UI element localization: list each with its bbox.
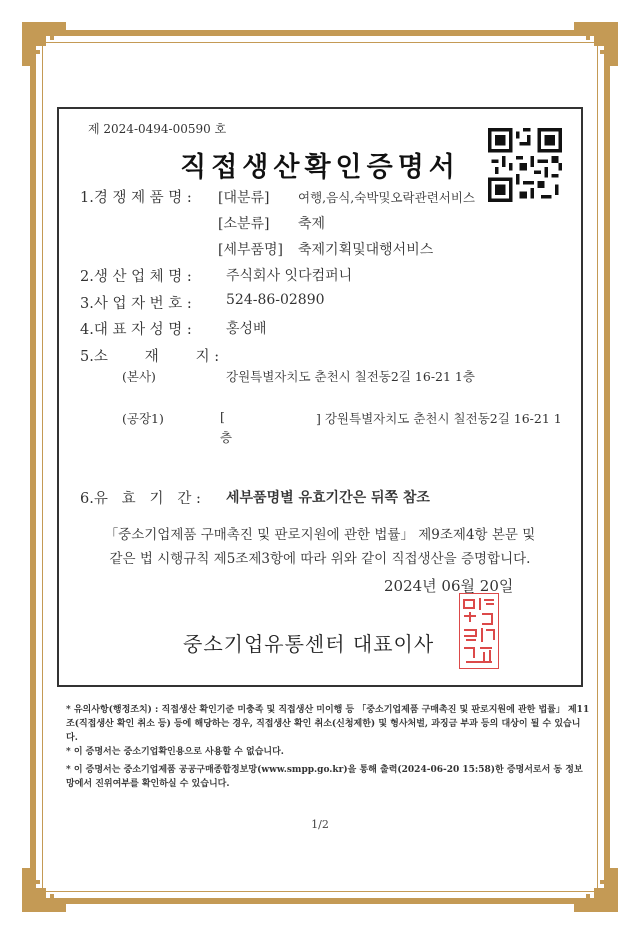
document-number: 제 2024-0494-00590 호 bbox=[88, 122, 227, 136]
bizno-label: 3.사 업 자 번 호 : bbox=[80, 296, 192, 312]
corner-ornament-icon bbox=[574, 22, 618, 66]
corner-ornament-icon bbox=[22, 22, 66, 66]
location-label: 5.소 재 지 : bbox=[80, 349, 220, 365]
detail-category-value: 축제기획및대행서비스 bbox=[298, 242, 434, 258]
ceo-value: 홍성배 bbox=[226, 321, 267, 337]
hq-address: 강원특별자치도 춘천시 칠전동2길 16-21 1층 bbox=[226, 369, 475, 384]
bizno-value: 524-86-02890 bbox=[226, 292, 325, 308]
seal-pattern-icon bbox=[460, 594, 497, 667]
factory-address: ] 강원특별자치도 춘천시 칠전동2길 16-21 1 bbox=[316, 411, 562, 426]
note-legal-warning: * 유의사항(행정조치) : 직접생산 확인기준 미충족 및 직접생산 미이행 등 「중소기업제품 구매촉진 및 판로지원에 관한 법률」 제11조(직접생산 확인 취소 등) 등에 해당하는 경우, 직접생산 확인 취소(신청제한) 및 형사처벌, 과징금 부과 등의 대상이 될 수 있습니다. bbox=[66, 705, 590, 743]
corner-ornament-icon bbox=[22, 868, 66, 912]
factory-label: (공장1) bbox=[122, 411, 164, 426]
ceo-label: 4.대 표 자 성 명 : bbox=[80, 322, 192, 338]
hq-label: (본사) bbox=[122, 369, 156, 384]
statement-line-1: 「중소기업제품 구매촉진 및 판로지원에 관한 법률」 제9조제4항 본문 및 bbox=[104, 527, 536, 543]
factory-address-wrap: 층 bbox=[220, 430, 233, 445]
factory-bracket: [ bbox=[220, 409, 225, 424]
minor-category-value: 축제 bbox=[298, 216, 326, 232]
note-usage-restriction: * 이 증명서는 중소기업확인용으로 사용할 수 없습니다. bbox=[66, 747, 284, 757]
minor-category-label: [소분류] bbox=[218, 216, 270, 232]
corner-ornament-icon bbox=[574, 868, 618, 912]
statement-line-2: 같은 법 시행규칙 제5조제3항에 따라 위와 같이 직접생산을 증명합니다. bbox=[109, 551, 531, 567]
validity-label: 6.유 효 기 간 : bbox=[80, 491, 201, 507]
certificate-title: 직접생산확인증명서 bbox=[180, 152, 460, 183]
page-number: 1/2 bbox=[311, 818, 329, 831]
product-label: 1.경 쟁 제 품 명 : bbox=[80, 190, 192, 206]
validity-value: 세부품명별 유효기간은 뒤쪽 참조 bbox=[226, 490, 430, 506]
major-category-label: [대분류] bbox=[218, 190, 270, 206]
major-category-value: 여행,음식,숙박및오락관련서비스 bbox=[298, 190, 475, 205]
company-value: 주식회사 잇다컴퍼니 bbox=[226, 268, 353, 284]
detail-category-label: [세부품명] bbox=[218, 242, 284, 258]
note-verification: * 이 증명서는 중소기업제품 공공구매종합정보망(www.smpp.go.kr)을 통해 출력(2024-06-20 15:58)한 증명서로서 동 정보망에서 진위여부를 확인하실 수 있습니다. bbox=[66, 765, 583, 789]
official-seal bbox=[459, 593, 499, 669]
issue-date: 2024년 06월 20일 bbox=[384, 577, 514, 595]
issuer-name: 중소기업유통센터 대표이사 bbox=[183, 632, 435, 656]
company-label: 2.생 산 업 체 명 : bbox=[80, 269, 192, 285]
